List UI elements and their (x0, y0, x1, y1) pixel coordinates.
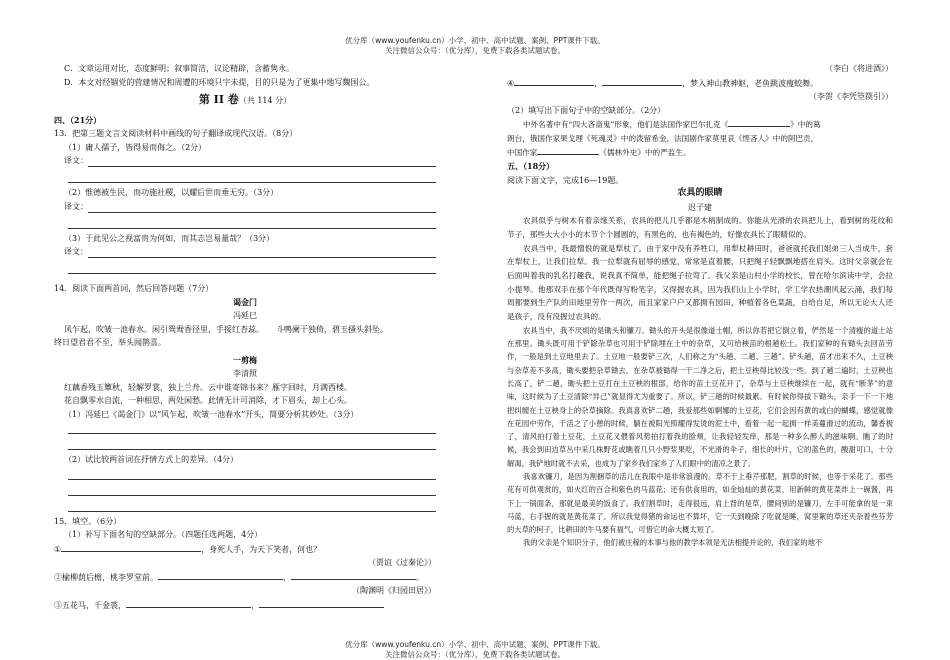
essay-paragraph-5: 我的父亲是个知识分子，他们被庄稼的本事与他的教学本领是无法相提并论的，我们家的地不 (523, 538, 823, 548)
fill-4-blank-1[interactable] (514, 76, 594, 86)
q15-2-passage (507, 117, 893, 160)
volume-score: （共 114 分） (238, 96, 292, 105)
question-14-2: （2）试比较两首词在抒情方式上的差异。（4分） (64, 455, 239, 464)
poem-1-line-2: 终日望君君不至，举头闻鹊喜。 (54, 338, 166, 347)
fill-2-blank-1[interactable] (158, 570, 283, 580)
q15-2-blank-1[interactable] (728, 117, 790, 127)
fill-2-source: （陶渊明《归园田居》） (352, 586, 436, 595)
q13-2-answer-row (54, 200, 436, 216)
q13-3-answer-row (54, 245, 436, 261)
poem-1-line-1: 风乍起，吹皱一池春水。闲引鸳鸯香径里，手挼红杏蕊。 斗鸭阑干独倚，碧玉搔头斜坠。 (64, 324, 388, 334)
poem-1-title: 谒金门 (233, 296, 257, 307)
fill-4-number: ④ (507, 78, 515, 88)
poem-1-author: 冯延巳 (233, 311, 257, 320)
fill-4-blank-2[interactable] (602, 76, 682, 86)
poem-1-body (54, 323, 436, 350)
question-15-1: （1）补写下面名句的空缺部分。（四题任选两题，4分） (64, 530, 263, 539)
fill-2-comma: ， (283, 572, 291, 582)
fill-2-text: ②榆柳荫后檐，桃李罗堂前。 (54, 572, 158, 582)
footer-line-1: 优分库（www.youfenku.cn）小学、初中、高中试题、案例、PPT课件下载。 (345, 640, 605, 649)
fill-4-comma: ， (594, 78, 603, 88)
option-c: C．文章运用对比，态度鲜明；叙事简洁，议论精辟，含蓄隽永。 (64, 64, 295, 73)
fill-1-number: ① (54, 544, 62, 554)
q15-2-line-3-end: 《儒林外史》中的严监生。 (599, 148, 691, 158)
footer-line-2: 关注微信公众号：（优分库），免费下载各类试题试卷。 (385, 650, 565, 659)
right-column (507, 62, 893, 549)
poem-2-author: 李清照 (233, 369, 257, 378)
q14-2-answer-line-1[interactable] (68, 467, 436, 480)
q15-2-line-1 (507, 117, 893, 132)
essay-paragraph-2: 农具当中，我最憎恨的就是犁杖了。由于家中没有养牲口，用犁杖耕田时，爸爸就托我们姐弟三人当成牛，套在犁杖上，让我们拉犁。我一拉犁就有屈辱的感觉，常常是直着腰，只把绳子轻飘飘地搭在肩头。这时父亲就会在后面叫着我的乳名打趣我，说我真不简单，能把绳子拉弯了。我父亲是山村小学的校长，曾在哈尔滨读中学，会拉小提琴。他那双手在那个年代既得写粉笔字，又得握农具，因为我们山上小学时，学工学农热潮风起云涌，我们每周都要到生产队的田地里劳作一两次，而且家家户户又都拥有园田，种植着各色菜蔬，自给自足，所以无论大人还是孩子，没有没握过农具的。 (507, 243, 893, 322)
q15-2-line-2: 朗台，俄国作家果戈理《死魂灵》中的泼留希金，法国剧作家莫里哀《悭吝人》中的阿巴贡， (507, 133, 819, 143)
fill-2-period: 。 (416, 572, 424, 582)
essay-title: 农具的眼睛 (677, 188, 723, 199)
question-13: 13．把第三题文言文阅读材料中画线的句子翻译成现代汉语。（8分） (54, 129, 298, 138)
q13-3-answer-line-2[interactable] (68, 261, 436, 274)
page-header (0, 36, 950, 56)
fill-1-text: ，身死人手，为天下笑者，何也？ (201, 544, 322, 554)
fill-3-text: ③五花马，千金裘， (54, 600, 126, 610)
page-footer (0, 640, 950, 660)
fill-2 (54, 570, 436, 585)
essay-paragraph-3: 农具当中，我不厌烦的是锄头和镰刀。锄头的开头是很像道士帽，所以你若把它倒立着，俨然是一个清瘦的道士站在那里。锄头既可用于铲除杂草也可用于铲除埋在土中的杂草，又可给秧苗的根趟松土。我们家种的有锄头去回苗劳作，一般是到土豆地里去了。土豆地一般要铲三次，人们称之为“头趟、二趟、三趟”。铲头趟，苗才出来不久，土豆秧与杂草差不多高，锄头要把杂草锄去，在杂草被锄得一干二净之后，把土豆秧得比较浅一些。到了趟二遍时，土豆秧也长高了，铲二趟，锄头把土豆打在土豆秧的根部，给你的苗土豆花开了，杂草与土豆秧继续在一起，就有“断茅”的意味，这时候为了土豆清除“异己”就显得尤为重要了。所以，铲三趟的时候最累。有时候你得拔下锄头，亲手一下一下地把纠缠在土豆秧身上的杂草摘除。我真喜欢铲二趟，我爱那些如婀娜的土豆花，它们会因有黄的或白的蝴蝶，感觉就像在花园中劳作，干活之了小憩的时候，躺在被阳光照耀得发烫的泥土中，看着一起一起拥一样美蔓滑过的流动，馨香极了，清风拍打着土豆花，土豆花又偎着风势拍打着我的脸颊，让我轻轻发痒，那是一种多么醉人的滋味啊。瞧了的时候，我会到田边草丛中采几株野花或瞧着几只小野浆果吃，不光滑的伞子，细长的叶片，它的蓝色的，酸甜可口，十分解渴。我铲地时就不去采，也成为了家乡我们家乡了人们眼中的清凉之景了。 (507, 325, 893, 468)
poem-2-body (54, 381, 436, 408)
left-column (54, 62, 436, 612)
q15-2-blank-2[interactable] (537, 145, 599, 155)
fill-4-source: （李贺《李凭箜篌引》） (809, 92, 893, 101)
question-14-1: （1）冯延巳《谒金门》以“风乍起，吹皱一池春水”开头，简要分析其妙处。（3分） (64, 409, 359, 419)
essay-body (507, 214, 893, 549)
translation-label: 译文： (64, 247, 88, 256)
question-14: 14．阅读下面两首词，然后回答问题（7分） (54, 284, 214, 293)
fill-3-comma: ， (251, 600, 259, 610)
fill-3-blank-2[interactable] (259, 598, 384, 608)
q13-1-answer-line-2[interactable] (68, 170, 436, 183)
poem-2-line-1: 红藕香残玉簟秋，轻解罗裳，独上兰舟。云中谁寄锦书来？雁字回时，月满西楼。 (64, 382, 352, 392)
question-13-3: （3）于此见公之视富贵为何如，而其志岂易量哉？（3分） (64, 233, 275, 243)
header-line-1: 优分库（www.youfenku.cn）小学、初中、高中试题、案例、PPT课件下载。 (345, 36, 605, 45)
volume-title (54, 93, 436, 108)
translation-label: 译文： (64, 156, 88, 165)
q15-2-line-3-text: 中国作家 (507, 148, 538, 158)
q15-2-line-3 (507, 145, 893, 160)
q13-2-answer-line-1[interactable] (88, 200, 436, 213)
q13-3-answer-line-1[interactable] (88, 245, 436, 258)
question-13-1: （1）庸人孺子，皆得易而侮之。（2分） (64, 142, 207, 152)
question-13-2: （2）惟德被生民，而功施社稷，以耀后世而垂无穷。（3分） (64, 188, 279, 197)
q14-2-answer-line-2[interactable] (68, 483, 436, 496)
option-d: D．本文对经锢党的营建情况和周遭的环境只字未提，目的只是为了更集中地写魏国公。 (64, 77, 375, 87)
essay-paragraph-1: 农具似乎与树木有着亲缘关系，农具的把儿几乎都是木柄制成的。你能从光滑的农具把儿上，看到树的花纹和节子，那些大大小小的木节个个圆圆的，有黑色的，也有褐色的，好像农具长了眼睛似的。 (507, 216, 893, 239)
translation-label: 译文： (64, 201, 88, 211)
question-15-2: （2）填写出下面句子中的空缺部分。（2分） (507, 105, 666, 115)
q14-1-answer-line-2[interactable] (68, 437, 436, 450)
question-15: 15．填空。（6分） (54, 516, 122, 526)
section-4-heading: 四、（21分） (54, 114, 102, 125)
fill-4-text: ，梦入神山教神妪，老鱼跳波瘦蛟舞。 (682, 78, 819, 88)
fill-1 (54, 542, 436, 557)
fill-4 (507, 76, 893, 91)
fill-2-blank-2[interactable] (291, 570, 416, 580)
fill-3-blank-1[interactable] (126, 598, 251, 608)
fill-1-source: （贾谊《过秦论》） (368, 558, 436, 567)
q15-2-line-1-text: 中外名著中有“四大吝啬鬼”形象，他们是法国作家巴尔扎克《 (523, 120, 729, 129)
section-5-heading: 五、（18分） (507, 161, 555, 172)
q14-1-answer-line-1[interactable] (68, 421, 436, 434)
volume-title-text: 第 II 卷 (198, 93, 239, 106)
q13-1-answer-row (54, 154, 436, 170)
poem-2-title: 一剪梅 (233, 354, 257, 365)
q13-1-answer-line-1[interactable] (88, 154, 436, 167)
q13-2-answer-line-2[interactable] (68, 216, 436, 229)
fill-3 (54, 598, 436, 613)
section-5-intro: 阅读下面文字，完成16—19题。 (507, 175, 624, 185)
essay-author: 迟子建 (688, 202, 712, 212)
fill-3-source: （李白《将进酒》） (825, 64, 893, 73)
fill-1-blank[interactable] (61, 542, 201, 552)
q14-2-answer-line-3[interactable] (68, 499, 436, 512)
q15-2-line-1-end: 》中的葛 (790, 120, 821, 129)
essay-paragraph-4: 我喜欢镰刀，是因为割捆草的活儿在我眼中是非常浪漫的。草不于上垂芹那肥，割草的时候，也等于采花了。那些花有可供观赏的，如火红的百合和紫色的马蓝花；还有供食用的，如金灿灿的黄花菜，用新鲜的黄花菜炸上一碗酱，再下上一锅面条，那就是最美的饭食了。我们割草时，走得很远，肩上背的是草，腰间别的是镰刀，左手可能拿的是一束马蓝，右手握的就是黄花菜了。所以我觉得猪的命运也不算坏，它一天到晚除了吃就是睡，窝里絮的草还夹杂着些芬芳的大草的柯子，比耕田的牛马要有福气，可惜它的命大概太短了。 (507, 472, 893, 535)
header-line-2: 关注微信公众号：（优分库），免费下载各类试题试卷。 (385, 46, 565, 55)
poem-2-line-2: 花自飘零水自流，一种相思，两处闲愁。此情无计可消除，才下眉头，却上心头。 (64, 396, 352, 405)
